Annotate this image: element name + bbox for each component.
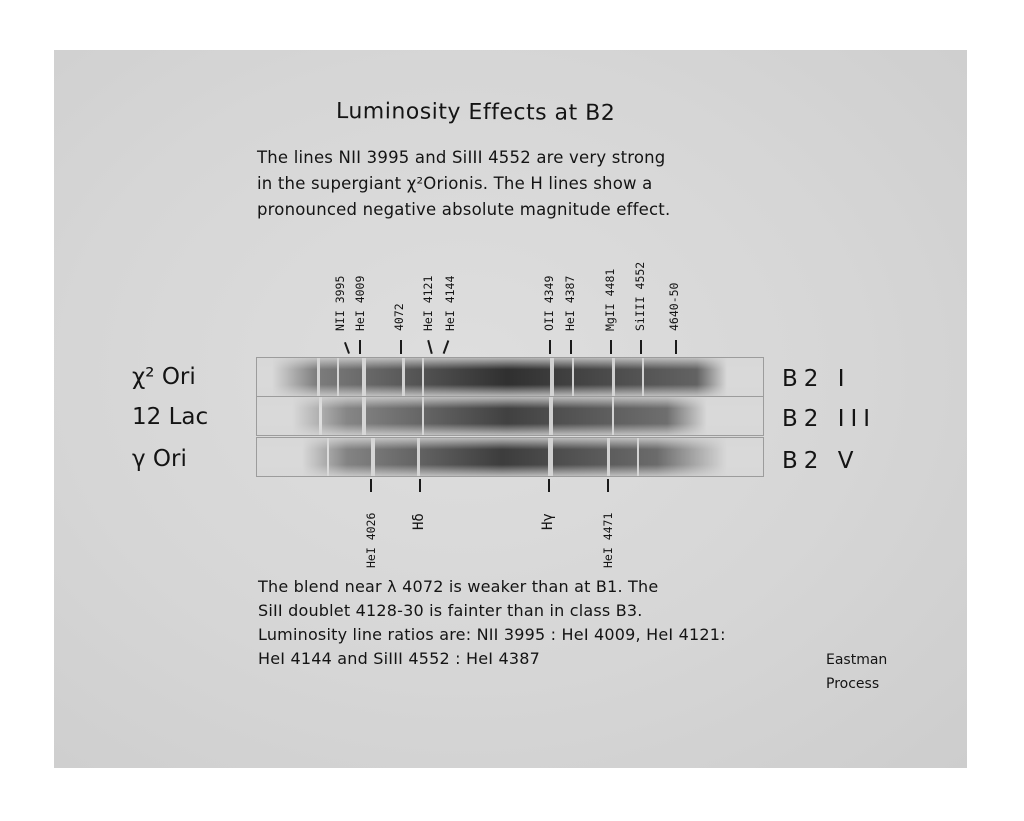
line-label-he1-4387: HeI 4387 (563, 275, 577, 331)
line-label-he1-4471: HeI 4471 (601, 512, 615, 568)
star-label-12-lac: 12 Lac (132, 404, 209, 430)
class-label-b2-iii: B2 III (782, 406, 877, 432)
process-label: Process (826, 676, 880, 692)
spectrum-strip-b2-i (256, 357, 764, 397)
line-tick (640, 340, 642, 354)
line-label-4640-50: 4640-50 (667, 282, 681, 331)
line-tick (570, 340, 572, 354)
page-title: Luminosity Effects at B2 (335, 99, 616, 126)
line-tick (549, 340, 551, 354)
line-tick (419, 479, 421, 492)
line-label-he1-4144: HeI 4144 (443, 275, 457, 331)
note-line: Luminosity line ratios are: NII 3995 : HeI 4009, HeI 4121: (258, 625, 726, 644)
line-tick (610, 340, 612, 354)
line-label-he1-4026: HeI 4026 (364, 512, 378, 568)
star-label-gamma-ori: γ Ori (132, 446, 187, 472)
spectrum-strip-b2-iii (256, 396, 764, 436)
class-label-b2-i: B2 I (782, 366, 851, 392)
line-tick (370, 479, 372, 492)
line-tick (607, 479, 609, 492)
line-tick (400, 340, 402, 354)
line-label-n2-3995: NII 3995 (333, 275, 347, 331)
description-line: pronounced negative absolute magnitude effect. (257, 200, 671, 219)
description-line: The lines NII 3995 and SiIII 4552 are very strong (257, 148, 666, 167)
line-label-he1-4009: HeI 4009 (353, 275, 367, 331)
line-label-o2-4349: OII 4349 (542, 275, 556, 331)
note-line: The blend near λ 4072 is weaker than at B1. The (258, 577, 659, 596)
line-label-he1-4121: HeI 4121 (421, 275, 435, 331)
description-line: in the supergiant χ²Orionis. The H lines show a (257, 174, 653, 193)
line-label-mg2-4481: MgII 4481 (603, 268, 617, 331)
spectrum-strip-b2-v (256, 437, 764, 477)
class-label-b2-v: B2 V (782, 448, 860, 474)
note-line: SiII doublet 4128-30 is fainter than in class B3. (258, 601, 643, 620)
line-label-h-gamma: Hγ (540, 513, 556, 530)
line-label-si3-4552: SiIII 4552 (633, 261, 647, 331)
line-tick (359, 340, 361, 354)
star-label-chi2-ori: χ² Ori (132, 364, 196, 390)
process-label: Eastman (826, 652, 888, 668)
line-label-h-delta: Hδ (411, 513, 427, 530)
line-tick (675, 340, 677, 354)
line-label-4072: 4072 (392, 303, 406, 331)
line-tick (548, 479, 550, 492)
note-line: HeI 4144 and SiIII 4552 : HeI 4387 (258, 649, 540, 668)
